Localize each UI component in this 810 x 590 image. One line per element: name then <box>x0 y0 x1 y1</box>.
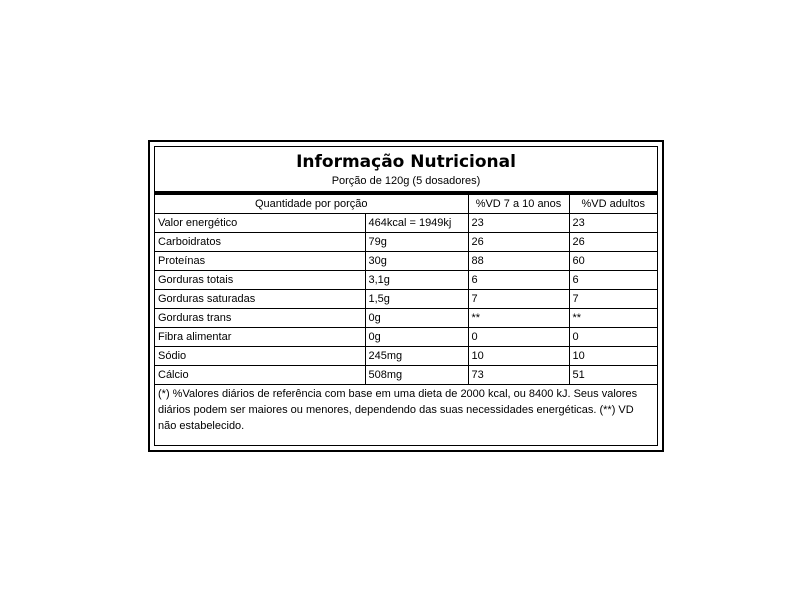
table-header-row <box>155 195 657 214</box>
nutrient-name: Valor energético <box>155 214 365 233</box>
vd-adults-value: 51 <box>569 366 657 385</box>
table-row <box>155 290 657 309</box>
nutrient-amount: 30g <box>365 252 468 271</box>
vd-children-value: 7 <box>468 290 569 309</box>
nutrient-amount: 1,5g <box>365 290 468 309</box>
label-title: Informação Nutricional <box>296 152 516 172</box>
table-row <box>155 347 657 366</box>
nutrient-name: Cálcio <box>155 366 365 385</box>
nutrient-name: Gorduras saturadas <box>155 290 365 309</box>
vd-adults-value: 0 <box>569 328 657 347</box>
column-header-quantity: Quantidade por porção <box>155 195 468 214</box>
nutrient-name: Fibra alimentar <box>155 328 365 347</box>
serving-size: Porção de 120g (5 dosadores) <box>331 175 481 187</box>
nutrient-amount: 464kcal = 1949kj <box>365 214 468 233</box>
table-row <box>155 233 657 252</box>
column-header-vd-children: %VD 7 a 10 anos <box>468 195 569 214</box>
nutrient-amount: 0g <box>365 309 468 328</box>
vd-adults-value: 26 <box>569 233 657 252</box>
vd-children-value: 23 <box>468 214 569 233</box>
nutrient-name: Proteínas <box>155 252 365 271</box>
table-row <box>155 214 657 233</box>
table-row <box>155 366 657 385</box>
vd-children-value: ** <box>468 309 569 328</box>
nutrient-amount: 3,1g <box>365 271 468 290</box>
nutrient-name: Gorduras totais <box>155 271 365 290</box>
nutrient-name: Sódio <box>155 347 365 366</box>
table-row <box>155 271 657 290</box>
table-row <box>155 309 657 328</box>
vd-adults-value: 60 <box>569 252 657 271</box>
nutrient-amount: 0g <box>365 328 468 347</box>
nutrient-amount: 245mg <box>365 347 468 366</box>
vd-adults-value: ** <box>569 309 657 328</box>
column-header-vd-adults: %VD adultos <box>569 195 657 214</box>
vd-children-value: 73 <box>468 366 569 385</box>
table-row <box>155 328 657 347</box>
label-header <box>155 147 657 195</box>
vd-children-value: 0 <box>468 328 569 347</box>
vd-adults-value: 10 <box>569 347 657 366</box>
vd-adults-value: 23 <box>569 214 657 233</box>
footnote: (*) %Valores diários de referência com base em uma dieta de 2000 kcal, ou 8400 kJ. Seus valores diários podem ser maiores ou menores, dependendo das suas necessidades energéticas. (**) VD não estabelecido. <box>158 388 638 432</box>
vd-adults-value: 6 <box>569 271 657 290</box>
vd-children-value: 26 <box>468 233 569 252</box>
vd-children-value: 6 <box>468 271 569 290</box>
vd-adults-value: 7 <box>569 290 657 309</box>
nutrient-name: Gorduras trans <box>155 309 365 328</box>
nutrient-name: Carboidratos <box>155 233 365 252</box>
vd-children-value: 88 <box>468 252 569 271</box>
nutrition-table <box>155 195 657 385</box>
nutrition-facts-frame <box>154 146 658 446</box>
nutrient-amount: 79g <box>365 233 468 252</box>
table-row <box>155 252 657 271</box>
vd-children-value: 10 <box>468 347 569 366</box>
nutrition-facts-label <box>148 140 664 452</box>
nutrient-amount: 508mg <box>365 366 468 385</box>
